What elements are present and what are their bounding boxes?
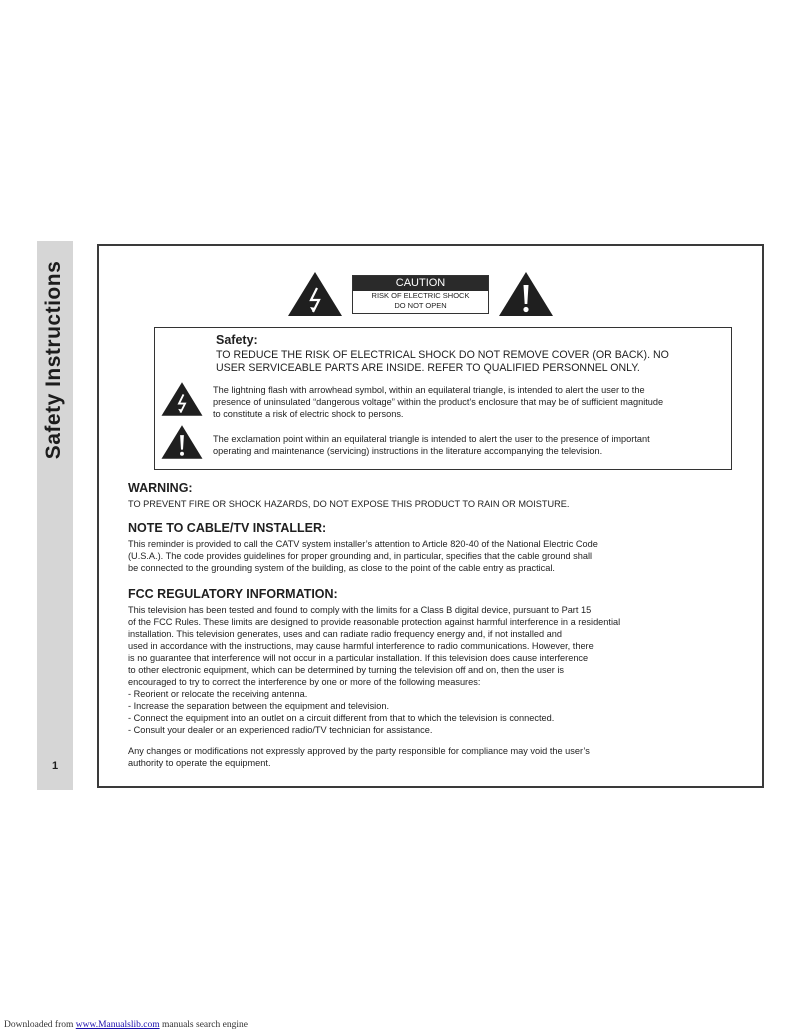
fcc-line-3: installation. This television generates, uses and can radiate radio frequency energy and, if not installed and	[128, 629, 562, 639]
lightning-triangle-icon	[286, 270, 344, 318]
caution-line-2: DO NOT OPEN	[394, 301, 447, 310]
cable-line-1: This reminder is provided to call the CATV system installer’s attention to Article 820-40 of the National Electric Code	[128, 539, 598, 549]
download-footer	[4, 1020, 248, 1030]
fcc-closing-2: authority to operate the equipment.	[128, 758, 271, 768]
lightning-desc-3: to constitute a risk of electric shock to persons.	[213, 409, 404, 419]
fcc-line-6: to other electronic equipment, which can be determined by turning the television off and on, then the user is	[128, 665, 564, 675]
exclamation-desc-2: operating and maintenance (servicing) instructions in the literature accompanying the television.	[213, 446, 603, 456]
fcc-line-9: - Increase the separation between the equipment and television.	[128, 701, 389, 711]
fcc-line-4: used in accordance with the instructions, may cause harmful interference to radio communications. However, there	[128, 641, 594, 651]
exclamation-triangle-icon	[497, 270, 555, 318]
cable-title: NOTE TO CABLE/TV INSTALLER:	[128, 521, 327, 535]
warning-title: WARNING:	[128, 481, 193, 495]
lightning-desc-2: presence of uninsulated “dangerous voltage” within the product’s enclosure that may be of sufficient magnitude	[213, 397, 664, 407]
fcc-line-8: - Reorient or relocate the receiving antenna.	[128, 689, 308, 699]
cable-line-3: be connected to the grounding system of the building, as close to the point of the cable entry as practical.	[128, 563, 555, 573]
page-number: 1	[51, 760, 59, 772]
safety-title: Safety:	[216, 333, 258, 347]
fcc-line-2: of the FCC Rules. These limits are designed to provide reasonable protection against harmful interference in a residential	[128, 617, 621, 627]
fcc-line-1: This television has been tested and found to comply with the limits for a Class B digital device, pursuant to Part 15	[128, 605, 592, 615]
fcc-closing-1: Any changes or modifications not expressly approved by the party responsible for compliance may void the user’s	[128, 746, 590, 756]
caution-line-1: RISK OF ELECTRIC SHOCK	[371, 291, 470, 300]
warning-text: TO PREVENT FIRE OR SHOCK HAZARDS, DO NOT EXPOSE THIS PRODUCT TO RAIN OR MOISTURE.	[128, 499, 570, 509]
footer-suffix: manuals search engine	[159, 1020, 248, 1030]
lightning-desc-1: The lightning flash with arrowhead symbol, within an equilateral triangle, is intended to alert the user to the	[213, 385, 645, 395]
caution-label	[352, 275, 489, 314]
caution-header: CAUTION	[353, 276, 488, 291]
fcc-line-7: encouraged to try to correct the interference by one or more of the following measures:	[128, 677, 481, 687]
fcc-line-11: - Consult your dealer or an experienced radio/TV technician for assistance.	[128, 725, 433, 735]
fcc-title: FCC REGULATORY INFORMATION:	[128, 587, 338, 601]
exclamation-desc-1: The exclamation point within an equilateral triangle is intended to alert the user to the presence of important	[213, 434, 650, 444]
safety-line-2: USER SERVICEABLE PARTS ARE INSIDE. REFER TO QUALIFIED PERSONNEL ONLY.	[216, 362, 640, 374]
fcc-line-10: - Connect the equipment into an outlet on a circuit different from that to which the television is connected.	[128, 713, 555, 723]
cable-line-2: (U.S.A.). The code provides guidelines for proper grounding and, in particular, specifies that the cable ground shall	[128, 551, 593, 561]
safety-line-1: TO REDUCE THE RISK OF ELECTRICAL SHOCK DO NOT REMOVE COVER (OR BACK). NO	[216, 349, 669, 361]
manualslib-link[interactable]: www.Manualslib.com	[75, 1020, 160, 1030]
lightning-triangle-icon	[160, 380, 204, 418]
fcc-line-5: is no guarantee that interference will not occur in a particular installation. If this television does cause interference	[128, 653, 589, 663]
exclamation-triangle-icon	[160, 423, 204, 461]
sidebar-title: Safety Instructions	[42, 260, 65, 460]
footer-prefix: Downloaded from	[4, 1020, 76, 1030]
